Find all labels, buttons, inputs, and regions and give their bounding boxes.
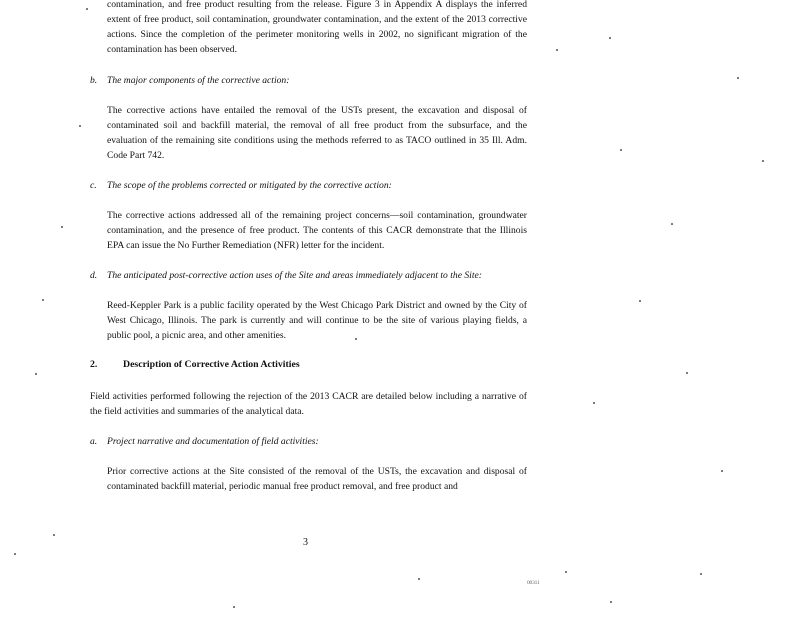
scan-speck: [737, 77, 739, 79]
item-c-heading: [90, 178, 527, 193]
item-a-title: Project narrative and documentation of field activities:: [107, 436, 319, 447]
scan-speck: [686, 372, 688, 374]
item-a-marker: a.: [90, 436, 98, 447]
scan-speck: [639, 300, 641, 302]
scan-speck: [79, 125, 81, 127]
scan-speck: [61, 226, 63, 228]
section-2-heading: [90, 359, 300, 370]
scan-speck: [565, 571, 567, 573]
item-a-heading: [90, 434, 527, 449]
scan-speck: [42, 299, 44, 301]
scan-speck: [355, 338, 357, 340]
scan-speck: [556, 49, 558, 51]
scan-speck: [86, 8, 88, 10]
intro-paragraph: contamination, and free product resulting from the release. Figure 3 in Appendix A displays the inferred extent of free product, soil contamination, groundwater contamination, and the extent of the 2013 corrective actions. Since the completion of the perimeter monitoring wells in 2002, no significant migration of the contamination has been observed.: [107, 0, 527, 55]
item-b-title: The major components of the corrective action:: [107, 75, 290, 86]
item-c-title: The scope of the problems corrected or mitigated by the corrective action:: [107, 180, 392, 191]
section-2-intro: Field activities performed following the rejection of the 2013 CACR are detailed below including a narrative of the field activities and summaries of the analytical data.: [90, 391, 527, 417]
scan-speck: [418, 578, 420, 580]
item-d-title: The anticipated post-corrective action uses of the Site and areas immediately adjacent to the Site:: [107, 270, 482, 281]
item-b-marker: b.: [90, 75, 98, 86]
scan-speck: [762, 160, 764, 162]
scan-speck: [620, 149, 622, 151]
page-number: 3: [303, 537, 308, 548]
scan-speck: [610, 601, 612, 603]
scan-speck: [53, 534, 55, 536]
scan-speck: [721, 470, 723, 472]
item-c-marker: c.: [90, 180, 97, 191]
scan-speck: [14, 553, 16, 555]
scan-speck: [700, 573, 702, 575]
item-c-paragraph: The corrective actions addressed all of the remaining project concerns—soil contamination, groundwater contamination, and the presence of free product. The contents of this CACR demonstrate that the Illinois EPA can issue the No Further Remediation (NFR) letter for the incident.: [107, 210, 527, 251]
item-b-paragraph: The corrective actions have entailed the removal of the USTs present, the excavation and disposal of contaminated soil and backfill material, the removal of all free product from the subsurface, and the evaluation of the remaining site conditions using the methods referred to as TACO outlined in 35 Ill. Adm. Code Part 742.: [107, 105, 527, 161]
item-a-paragraph: Prior corrective actions at the Site consisted of the removal of the USTs, the excavation and disposal of contaminated backfill material, periodic manual free product removal, and free product and: [107, 466, 527, 492]
item-b-heading: [90, 73, 527, 88]
scan-speck: [593, 402, 595, 404]
bates-stamp: 00311: [527, 580, 540, 586]
scan-speck: [233, 606, 235, 608]
scan-speck: [671, 223, 673, 225]
scan-speck: [609, 37, 611, 39]
item-d-paragraph: Reed-Keppler Park is a public facility operated by the West Chicago Park District and owned by the City of West Chicago, Illinois. The park is currently and will continue to be the site of various playing fields, a public pool, a picnic area, and other amenities.: [107, 300, 527, 341]
item-d-heading: [90, 268, 527, 283]
scan-speck: [35, 373, 37, 375]
section-2-number: 2.: [90, 359, 98, 370]
item-d-marker: d.: [90, 270, 98, 281]
section-2-title: Description of Corrective Action Activities: [123, 359, 300, 370]
